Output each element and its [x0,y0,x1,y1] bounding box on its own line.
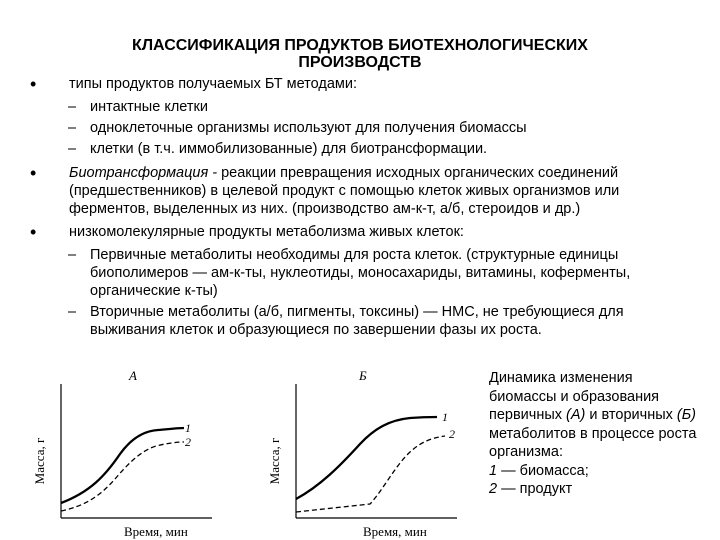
legend-2-text: — продукт [497,481,573,497]
bullet-marker: • [30,163,37,183]
legend-1-number: 1 [489,462,498,479]
legend-1-text: — биомасса; [497,462,589,479]
graph-letter: А [129,368,137,383]
curve-2-label: 2 [185,435,191,449]
dash-marker: – [68,99,77,115]
caption-ref-b: (Б) [676,407,697,423]
caption-text: Динамика изменения биомассы и образования первичных [489,370,660,423]
dash-marker: – [68,141,77,157]
sub-item [30,119,690,137]
graph-letter: Б [359,368,367,383]
title-line-1: КЛАССИФИКАЦИЯ ПРОДУКТОВ БИОТЕХНОЛОГИЧЕСКИХ [132,37,588,54]
y-axis-label: Масса, г [267,437,282,485]
slide-title [0,37,720,71]
curve-1-label: 1 [442,410,448,424]
bullet-marker: • [30,74,37,94]
bullet-list [30,75,690,342]
legend-2-number: 2 [489,481,498,497]
sub-item [30,303,690,339]
curve-biomass [61,428,184,503]
bullet-text: низкомолекулярные продукты метаболизма живых клеток: [69,224,464,240]
graph-a [30,366,230,540]
term-biotransformation: Биотрансформация - [69,165,218,181]
bullet-text: реакции превращения исходных органических соединений (предшественников) в целевой продукт с помощью клеток живых организмов или ферментов, выделенных из них. (производство ам-к-т, а/б, стероидов и др.) [69,165,620,217]
bullet-text: типы продуктов получаемых БТ методами: [69,76,358,92]
bullet-item-metabolites [30,223,690,241]
sub-item-text: Первичные метаболиты необходимы для роста клеток. (структурные единицы биополимеров — ам-к-ты, нуклеотиды, моносахариды, витамины, коферменты, органические к-ты) [90,247,631,299]
sub-item-text: Вторичные метаболиты (а/б, пигменты, токсины) — НМС, не требующиеся для выживания клеток и образующиеся по завершении фазы их роста. [90,304,624,338]
sub-item-text: интактные клетки [90,99,208,115]
caption-text: и вторичных [585,407,677,423]
graph-caption [489,369,704,499]
x-axis-label: Время, мин [124,524,188,539]
title-line-2: ПРОИЗВОДСТВ [298,54,422,71]
curve-product [296,436,445,512]
curve-biomass [296,417,437,499]
sub-item [30,246,690,300]
bullet-item-product-types [30,75,690,93]
caption-text: метаболитов в процессе роста организма: [489,425,697,460]
caption-ref-a: (А) [566,407,586,423]
sub-item-text: одноклеточные организмы используют для получения биомассы [90,120,527,136]
dash-marker: – [68,247,77,263]
sub-item [30,98,690,116]
dash-marker: – [68,120,77,136]
curve-2-label: 2 [449,427,455,441]
sub-item-text: клетки (в т.ч. иммобилизованные) для биотрансформации. [90,141,488,157]
bullet-item-biotransformation [30,164,690,218]
sub-item [30,140,690,158]
x-axis-label: Время, мин [363,524,427,539]
curve-1-label: 1 [185,421,191,435]
graph-b [265,366,480,540]
bullet-marker: • [30,222,37,242]
y-axis-label: Масса, г [32,437,47,485]
dash-marker: – [68,304,77,320]
